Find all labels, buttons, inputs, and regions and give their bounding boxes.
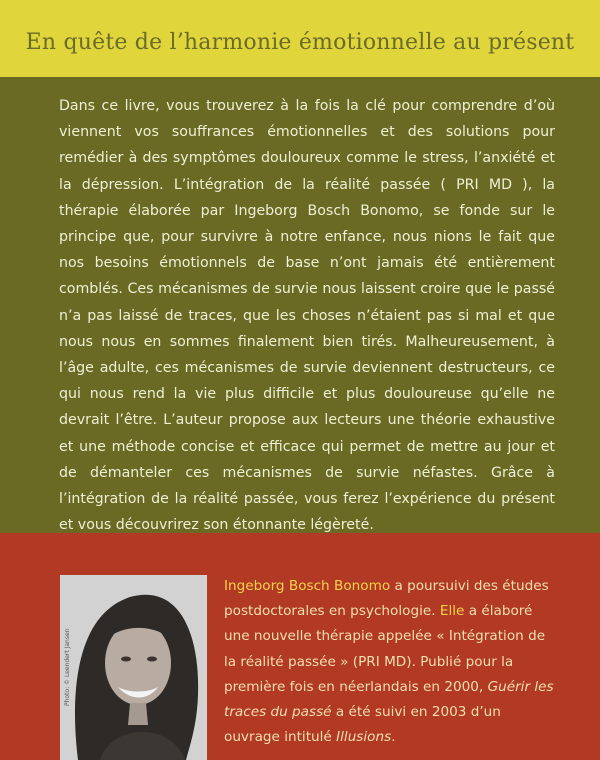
- author-name: Ingeborg Bosch Bonomo: [224, 578, 391, 594]
- bio-text-2: a élaboré une nouvelle thérapie appelée « Intégration de la réalité passée » (PRI MD). Publié pour la première fois en néerlandais en 2000,: [224, 603, 546, 695]
- photo-credit: Photo: © Leendert Jansen: [64, 628, 71, 706]
- book-description: Dans ce livre, vous trouverez à la fois la clé pour comprendre d’où viennent vos souffrances émotionnelles et des solutions pour remédier à des symptômes douloureux comme le stress, l’anxiété et la dépression. L’intégration de la réalité passée ( PRI MD ), la thérapie élaborée par Ingeborg Bosch Bonomo, se fonde sur le principe que, pour survivre à notre enfance, nous nions le fait que nos besoins émotionnels de base n’ont jamais été entièrement comblés. Ces mécanismes de survie nous laissent croire que le passé n’a pas laissé de traces, que les choses n’étaient pas si mal et que nous nous en sommes finalement bien tirés. Malheureusement, à l’âge adulte, ces mécanismes de survie deviennent destructeurs, ce qui nous rend la vie plus difficile et plus douloureuse qu’elle ne devrait l’être. L’auteur propose aux lecteurs une théorie exhaustive et une méthode concise et efficace qui permet de mettre au jour et de démanteler ces mécanismes de survie néfastes. Grâce à l’intégration de la réalité passée, vous ferez l’expérience du présent et vous découvrirez son étonnante légèreté.: [59, 98, 555, 534]
- bio-text-4: .: [391, 729, 396, 746]
- cover-tagline: En quête de l’harmonie émotionnelle au présent: [25, 30, 575, 55]
- author-bio: [224, 574, 554, 750]
- bio-text-1: a poursuivi des études postdoctorales en psychologie.: [224, 578, 549, 620]
- bio-text-3: a été suivi en 2003 d’un ouvrage intitulé: [224, 704, 501, 746]
- book-title-1: Guérir les traces du passé: [224, 678, 554, 721]
- bio-elle: Elle: [439, 603, 465, 620]
- author-photo: [60, 575, 207, 760]
- book-title-2: Illusions: [336, 729, 392, 746]
